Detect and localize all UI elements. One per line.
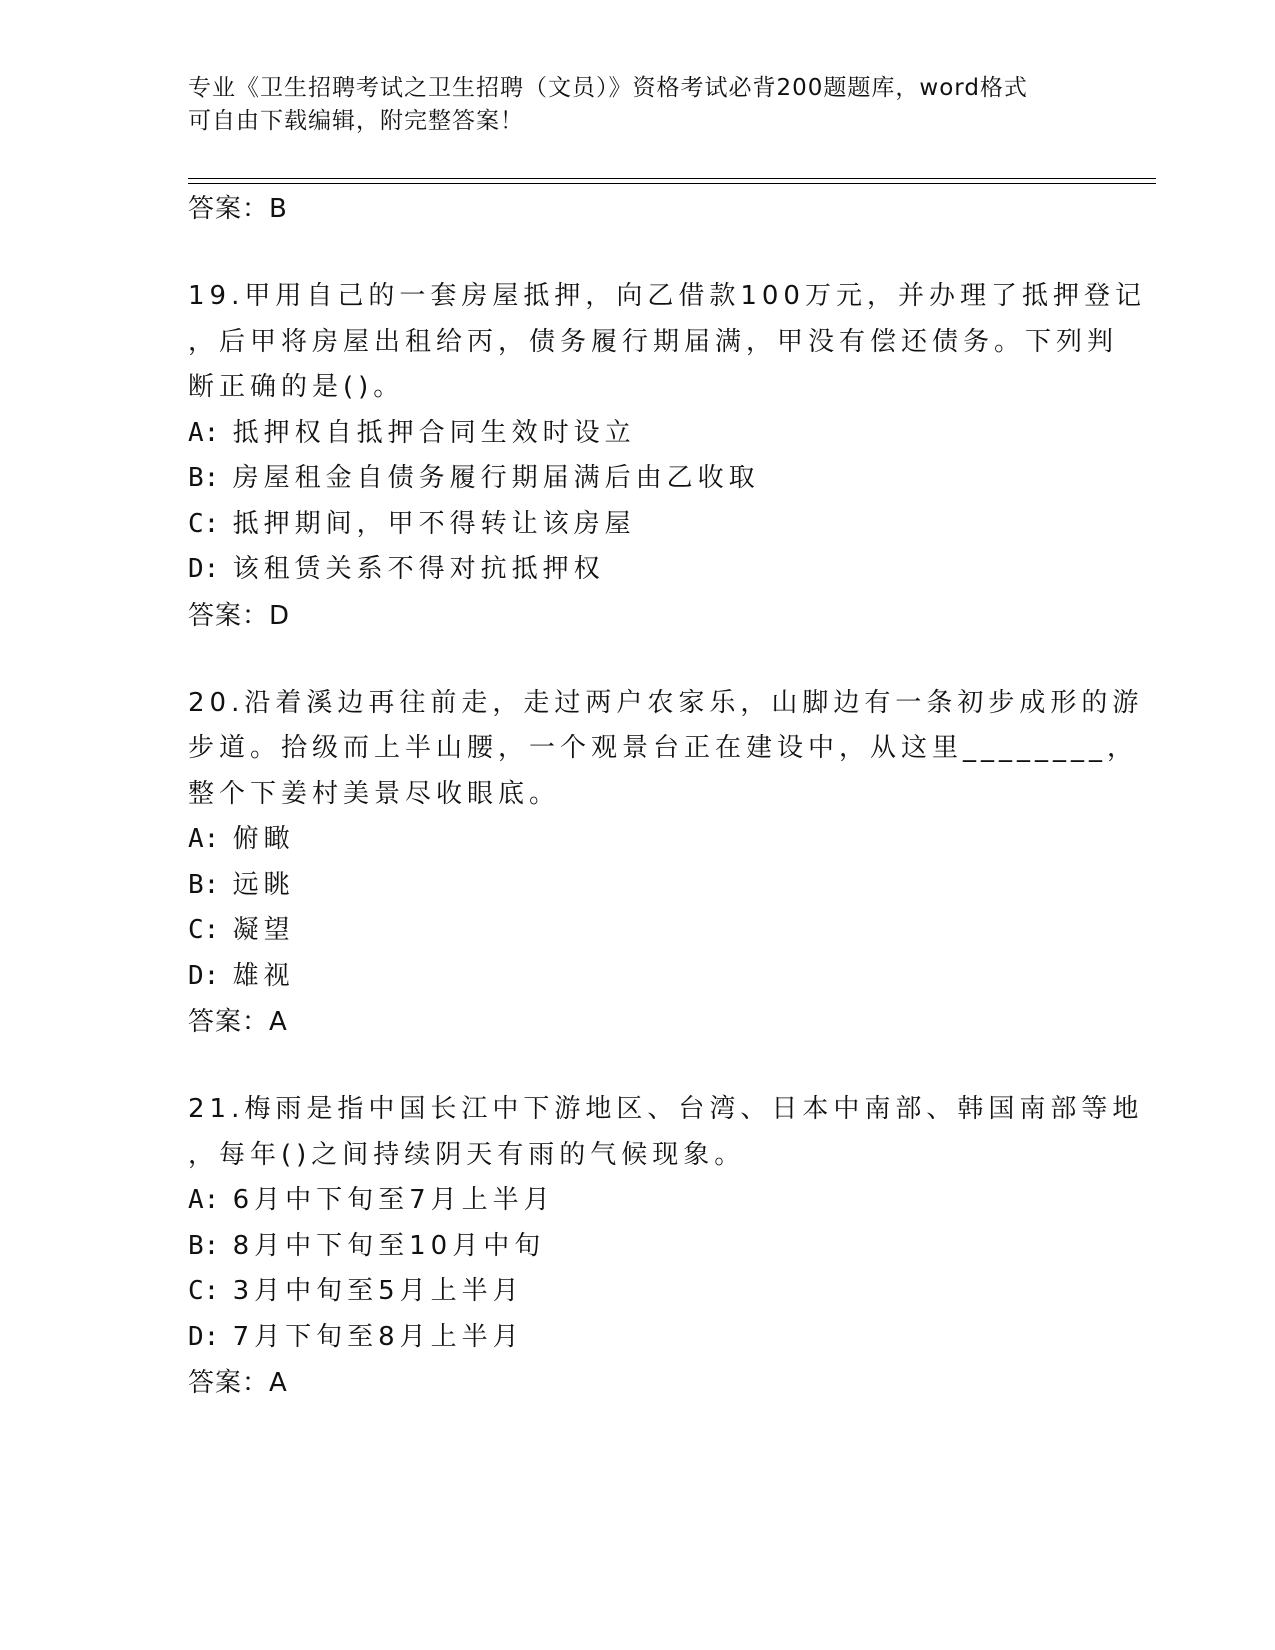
option-c bbox=[188, 908, 1088, 954]
option-letter: B: bbox=[188, 869, 220, 900]
option-d bbox=[188, 954, 1088, 1000]
question-text-line: 步道。拾级而上半山腰，一个观景台正在建设中，从这里________， bbox=[188, 733, 1139, 763]
option-text: 7月下旬至8月上半月 bbox=[232, 1321, 524, 1352]
document-body bbox=[188, 186, 1146, 1406]
answer-line: 答案：A bbox=[188, 1368, 288, 1398]
header-rule-bottom bbox=[188, 183, 1156, 184]
option-text: 抵押期间，甲不得转让该房屋 bbox=[232, 508, 636, 539]
question-19 bbox=[188, 274, 1146, 639]
option-letter: A: bbox=[188, 1185, 220, 1215]
option-letter: D: bbox=[188, 960, 220, 991]
previous-answer: 答案：B bbox=[188, 194, 288, 224]
option-letter: D: bbox=[188, 554, 220, 584]
option-letter: C: bbox=[188, 915, 220, 945]
question-text-line: 21.梅雨是指中国长江中下游地区、台湾、日本中南部、韩国南部等地 bbox=[188, 1094, 1144, 1124]
option-text: 俯瞰 bbox=[232, 824, 295, 854]
option-letter: D: bbox=[188, 1321, 220, 1352]
header-line-1: 专业《卫生招聘考试之卫生招聘（文员）》资格考试必背200题题库，word格式 bbox=[188, 75, 1028, 101]
question-text-line: 断正确的是()。 bbox=[188, 372, 405, 402]
option-b bbox=[188, 863, 1088, 909]
option-text: 3月中旬至5月上半月 bbox=[232, 1276, 524, 1306]
question-21 bbox=[188, 1087, 1144, 1406]
option-b bbox=[188, 1224, 1088, 1270]
document-header bbox=[188, 72, 1088, 138]
option-c bbox=[188, 502, 1088, 548]
question-text-line: 19.甲用自己的一套房屋抵押，向乙借款100万元，并办理了抵押登记 bbox=[188, 281, 1146, 311]
option-letter: C: bbox=[188, 1276, 220, 1306]
option-a bbox=[188, 817, 1088, 863]
option-b bbox=[188, 456, 1088, 502]
option-c bbox=[188, 1269, 1088, 1315]
question-text-line: ，每年()之间持续阴天有雨的气候现象。 bbox=[188, 1139, 746, 1170]
option-text: 凝望 bbox=[232, 915, 295, 945]
header-line-2: 可自由下载编辑，附完整答案！ bbox=[188, 108, 524, 134]
option-a bbox=[188, 1178, 1088, 1224]
answer-line: 答案：D bbox=[188, 600, 291, 631]
option-text: 房屋租金自债务履行期届满后由乙收取 bbox=[232, 463, 760, 493]
option-text: 6月中下旬至7月上半月 bbox=[232, 1185, 555, 1215]
answer-line: 答案：A bbox=[188, 1007, 288, 1037]
header-rule-top bbox=[188, 178, 1156, 179]
option-letter: A: bbox=[188, 824, 220, 854]
option-d bbox=[188, 547, 1088, 593]
question-text-line: 整个下姜村美景尽收眼底。 bbox=[188, 778, 561, 809]
option-letter: C: bbox=[188, 508, 220, 539]
option-a bbox=[188, 411, 1088, 457]
option-text: 抵押权自抵押合同生效时设立 bbox=[232, 417, 636, 448]
option-letter: B: bbox=[188, 1230, 220, 1261]
question-20 bbox=[188, 681, 1144, 1046]
option-text: 雄视 bbox=[232, 960, 295, 991]
option-text: 远眺 bbox=[232, 869, 295, 900]
question-text-line: 20.沿着溪边再往前走，走过两户农家乐，山脚边有一条初步成形的游 bbox=[188, 687, 1144, 718]
option-text: 该租赁关系不得对抗抵押权 bbox=[232, 554, 605, 584]
option-letter: A: bbox=[188, 417, 220, 448]
option-text: 8月中下旬至10月中旬 bbox=[232, 1230, 546, 1261]
option-d bbox=[188, 1315, 1088, 1361]
question-text-line: ，后甲将房屋出租给丙，债务履行期届满，甲没有偿还债务。下列判 bbox=[188, 326, 1119, 357]
option-letter: B: bbox=[188, 463, 220, 493]
